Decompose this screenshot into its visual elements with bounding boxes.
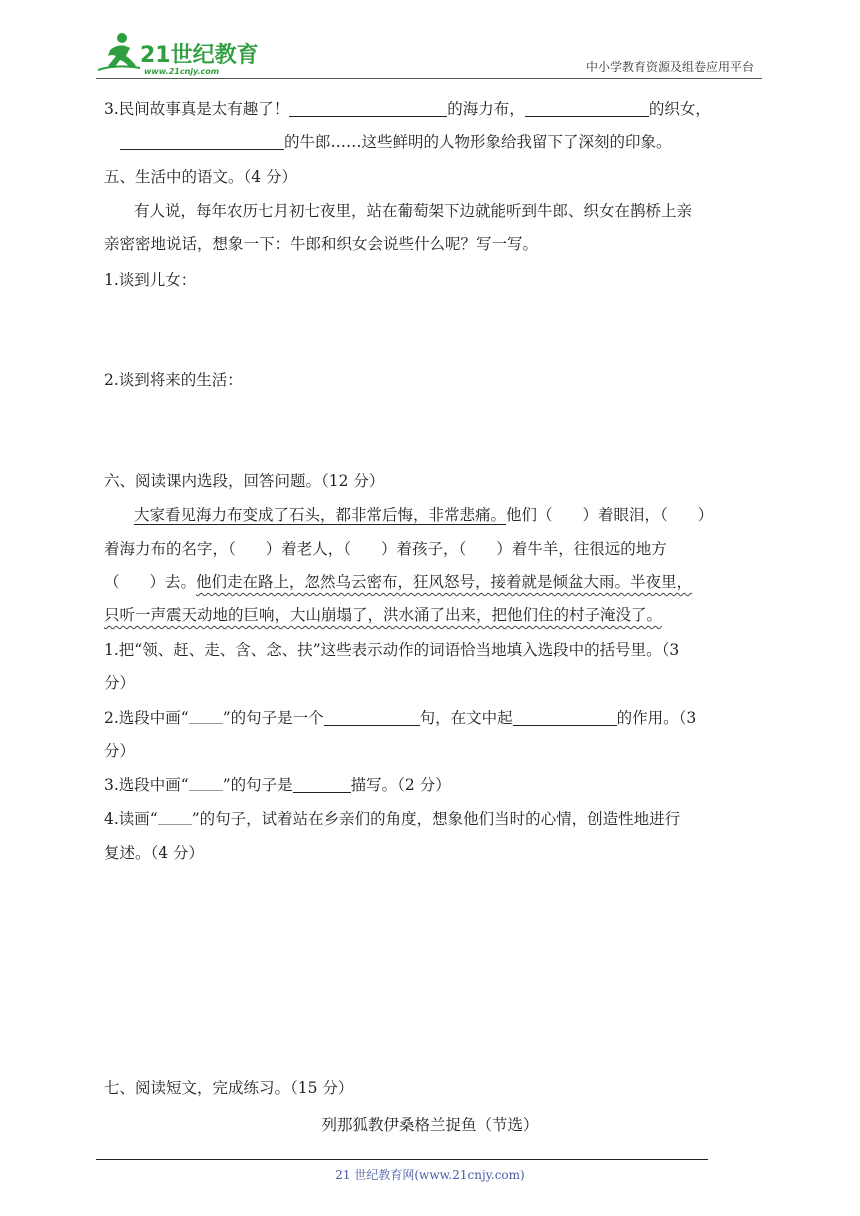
underlined-sentence: 大家看见海力布变成了石头，都非常后悔，非常悲痛。 [134, 506, 507, 524]
answer-blank[interactable] [120, 133, 284, 150]
section6-q4-line1: 4.读画“ ”的句子，试着站在乡亲们的角度，想象他们当时的心情，创造性地进行 [104, 810, 681, 828]
platform-name: 中小学教育资源及组卷应用平台 [585, 60, 754, 74]
passage-line2: 着海力布的名字，（ ）着老人，（ ）着孩子，（ ）着牛羊，往很远的地方 [104, 540, 667, 558]
s4-q3-line2: 的牛郎……这些鲜明的人物形象给我留下了深刻的印象。 [120, 132, 672, 152]
passage-line4 [104, 605, 662, 625]
answer-blank[interactable] [525, 100, 649, 117]
page-footer: 21 世纪教育网(www.21cnjy.com) [335, 1168, 525, 1182]
site-logo [96, 30, 266, 76]
s4-q3-line1: 3.民间故事真是太有趣了！ 的海力布， 的织女， [104, 100, 711, 118]
passage-line1: 大家看见海力布变成了石头，都非常后悔，非常悲痛。他们（ ）着眼泪，（ ） [134, 506, 714, 524]
section6-q4-line2: 复述。（4 分） [104, 844, 205, 862]
section6-q2-line2: 分） [104, 742, 136, 760]
svg-text:21世纪教育: 21世纪教育 [140, 43, 259, 68]
underline-mark [189, 709, 223, 724]
section6-title: 六、阅读课内选段，回答问题。（12 分） [104, 472, 385, 490]
answer-blank[interactable] [513, 709, 617, 726]
answer-blank[interactable] [293, 776, 351, 793]
wavy-underlined-sentence: 只听一声震天动地的巨响，大山崩塌了，洪水涌了出来，把他们住的村子淹没了。 [104, 606, 663, 624]
footer-rule [96, 1159, 708, 1160]
underline-mark [189, 776, 223, 791]
section6-q1-line1: 1.把“领、赶、走、含、念、扶”这些表示动作的词语恰当地填入选段中的括号里。（3 [104, 641, 680, 659]
passage-line3: （ ）去。他们走在路上，忽然乌云密布，狂风怒号，接着就是倾盆大雨。半夜里， [104, 573, 693, 591]
svg-text:www.21cnjy.com: www.21cnjy.com [144, 67, 220, 76]
section7-title: 七、阅读短文，完成练习。（15 分） [104, 1079, 354, 1097]
section6-q1-line2: 分） [104, 674, 136, 692]
section5-title: 五、生活中的语文。（4 分） [104, 168, 298, 186]
answer-blank[interactable] [289, 100, 447, 117]
section6-q2-line1: 2.选段中画“ ”的句子是一个 句，在文中起 的作用。（3 [104, 709, 697, 727]
section6-q3: 3.选段中画“ ”的句子是 描写。（2 分） [104, 776, 451, 794]
section5-q2: 2.谈到将来的生活： [104, 371, 243, 389]
page-header [96, 30, 762, 79]
passage-title: 列那狐教伊桑格兰捉鱼（节选） [321, 1116, 539, 1134]
underline-mark [158, 810, 192, 825]
section5-para-line1: 有人说，每年农历七月初七夜里，站在葡萄架下边就能听到牛郎、织女在鹊桥上亲 [134, 202, 693, 220]
section5-para-line2: 亲密密地说话，想象一下：牛郎和织女会说些什么呢？写一写。 [104, 235, 539, 253]
answer-blank[interactable] [324, 709, 420, 726]
wavy-underlined-sentence: 他们走在路上，忽然乌云密布，狂风怒号，接着就是倾盆大雨。半夜里， [196, 573, 693, 591]
section5-q1: 1.谈到儿女： [104, 271, 197, 289]
